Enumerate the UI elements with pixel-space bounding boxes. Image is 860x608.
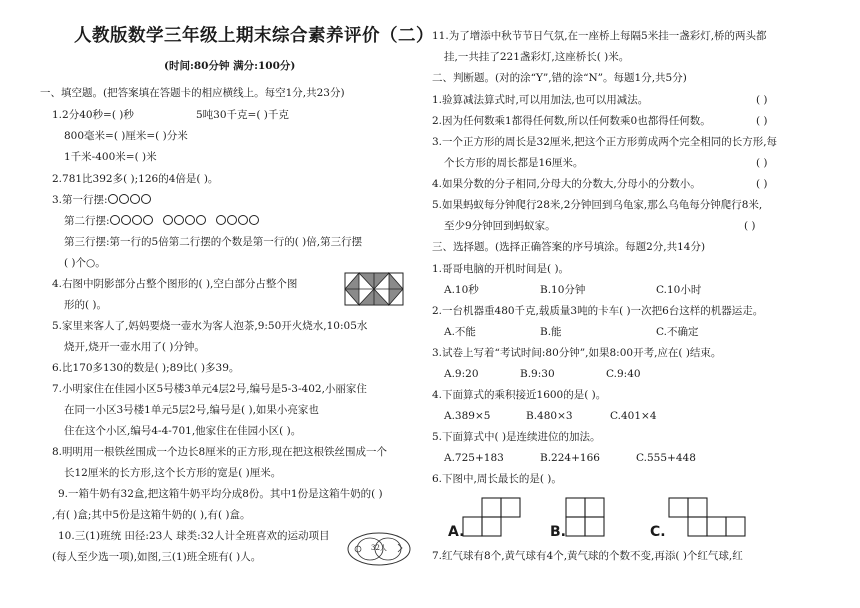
choice-1-option-a[interactable]: A.10秒: [444, 284, 479, 296]
judge-3-answer[interactable]: ( ): [756, 157, 768, 169]
question-3-row2: [64, 215, 260, 228]
circle-icon: [216, 215, 226, 225]
q1-part-d: 1千米-400米=( )米: [64, 151, 157, 163]
choice-1-option-b[interactable]: B.10分钟: [540, 284, 586, 296]
choice-2-option-b[interactable]: B.能: [540, 326, 562, 338]
choice-5-option-c[interactable]: C.555+448: [636, 452, 696, 464]
choice-3-option-a[interactable]: A.9:20: [444, 368, 479, 380]
circle-icon: [227, 215, 237, 225]
judge-2-answer[interactable]: ( ): [756, 115, 768, 127]
venn-count-badge: 32人: [371, 544, 387, 552]
judge-5-line1: 5.如果蚂蚁每分钟爬行28米,2分钟回到乌龟家,那么乌龟每分钟爬行8米,: [432, 199, 763, 211]
circle-icon: [185, 215, 195, 225]
choice-3: 3.试卷上写着“考试时间:80分钟”,如果8:00开考,应在( )结束。: [432, 347, 722, 359]
question-3-row1: [52, 194, 152, 207]
q1-part-c: 800毫米=( )厘米=( )分米: [64, 130, 188, 142]
question-2: 2.781比392多( );126的4倍是( )。: [52, 173, 219, 185]
judge-1-answer[interactable]: ( ): [756, 94, 768, 106]
choice-6: 6.下图中,周长最长的是( )。: [432, 473, 562, 485]
choice-6-option-c[interactable]: C.: [650, 524, 666, 540]
circle-icon: [108, 194, 118, 204]
circle-icon: [132, 215, 142, 225]
question-3-line1: 第三行摆:第一行的5倍第二行摆的个数是第一行的( )倍,第三行摆: [64, 236, 363, 248]
judge-3-line2: 个长方形的周长都是16厘米。: [444, 157, 584, 169]
choice-4: 4.下面算式的乘积接近1600的是( )。: [432, 389, 607, 401]
question-9-line1: 9.一箱牛奶有32盒,把这箱牛奶平均分成8份。其中1份是这箱牛奶的( ): [58, 488, 383, 500]
choice-2-option-c[interactable]: C.不确定: [656, 326, 699, 338]
question-4-line1: 4.右图中阴影部分占整个图形的( ),空白部分占整个图: [52, 278, 298, 290]
choice-4-option-b[interactable]: B.480×3: [526, 410, 573, 422]
figure-a-shape: [462, 496, 522, 540]
choice-2: 2.一台机器重480千克,载质量3吨的卡车( )一次把6台这样的机器运走。: [432, 305, 764, 317]
circle-icon: [119, 194, 129, 204]
judge-2: 2.因为任何数乘1都得任何数,所以任何数乘0也都得任何数。: [432, 115, 711, 127]
figure-b-shape: [564, 496, 608, 540]
choice-1-option-c[interactable]: C.10小时: [656, 284, 702, 296]
question-7-line2: 在同一小区3号楼1单元5层2号,编号是( ),如果小亮家也: [64, 404, 319, 416]
q3-row2-label: 第二行摆:: [64, 215, 110, 227]
choice-7: 7.红气球有8个,黄气球有4个,黄气球的个数不变,再添( )个红气球,红: [432, 550, 743, 562]
q1-part-b: 5吨30千克=( )千克: [196, 109, 289, 121]
shaded-rectangle-figure: [344, 272, 404, 306]
question-8-line1: 8.明明用一根铁丝围成一个边长8厘米的正方形,现在把这根铁丝围成一个: [52, 446, 388, 458]
choice-3-option-c[interactable]: C.9:40: [606, 368, 641, 380]
question-9-line2: ,有( )盒;其中5份是这箱牛奶的( ),有( )盒。: [52, 509, 251, 521]
question-5-line2: 烧开,烧开一壶水用了( )分钟。: [64, 341, 205, 353]
choice-4-option-a[interactable]: A.389×5: [444, 410, 491, 422]
q1-part-a: 1.2分40秒=( )秒: [52, 109, 134, 121]
q3-row1-label: 3.第一行摆:: [52, 194, 108, 206]
choice-6-option-a[interactable]: A.: [448, 524, 465, 540]
question-8-line2: 长12厘米的长方形,这个长方形的宽是( )厘米。: [64, 467, 282, 479]
page-title: 人教版数学三年级上期末综合素养评价（二）: [74, 26, 434, 46]
circle-icon: [163, 215, 173, 225]
choice-1: 1.哥哥电脑的开机时间是( )。: [432, 263, 570, 275]
circle-icon: [141, 194, 151, 204]
question-11-line1: 11.为了增添中秋节节日气氛,在一座桥上每隔5米挂一盏彩灯,桥的两头都: [432, 30, 767, 42]
circle-icon: [249, 215, 259, 225]
question-6: 6.比170多130的数是( );89比( )多39。: [52, 362, 240, 374]
exam-info: (时间:80分钟 满分:100分): [164, 60, 296, 72]
circle-icon: [143, 215, 153, 225]
choice-5-option-a[interactable]: A.725+183: [444, 452, 504, 464]
judge-3-line1: 3.一个正方形的周长是32厘米,把这个正方形剪成两个完全相同的长方形,每: [432, 136, 778, 148]
judge-4: 4.如果分数的分子相同,分母大的分数大,分母小的分数小。: [432, 178, 701, 190]
choice-4-option-c[interactable]: C.401×4: [610, 410, 657, 422]
circle-icon: [196, 215, 206, 225]
circle-icon: [130, 194, 140, 204]
judge-5-line2: 至少9分钟回到蚂蚁家。: [444, 220, 556, 232]
circle-icon: [121, 215, 131, 225]
question-7-line1: 7.小明家住在佳园小区5号楼3单元4层2号,编号是5-3-402,小丽家住: [52, 383, 367, 395]
question-5-line1: 5.家里来客人了,妈妈要烧一壶水为客人泡茶,9:50开火烧水,10:05水: [52, 320, 368, 332]
choice-6-option-b[interactable]: B.: [550, 524, 566, 540]
question-11-line2: 挂,一共挂了221盏彩灯,这座桥长( )米。: [444, 51, 630, 63]
question-10-line1: 10.三(1)班统 田径:23人 球类:32人计全班喜欢的运动项目: [58, 530, 330, 542]
judge-1: 1.验算减法算式时,可以用加法,也可以用减法。: [432, 94, 649, 106]
choice-5: 5.下面算式中( )是连续进位的加法。: [432, 431, 601, 443]
question-4-line2: 形的( )。: [64, 299, 108, 311]
section-judge-heading: 二、判断题。(对的涂“Y”,错的涂“N”。每题1分,共5分): [432, 72, 687, 84]
section-choice-heading: 三、选择题。(选择正确答案的序号填涂。每题2分,共14分): [432, 241, 706, 253]
judge-4-answer[interactable]: ( ): [756, 178, 768, 190]
circle-icon: [110, 215, 120, 225]
circle-icon: [174, 215, 184, 225]
choice-5-option-b[interactable]: B.224+166: [540, 452, 600, 464]
choice-2-option-a[interactable]: A.不能: [444, 326, 476, 338]
section-fill-in-heading: 一、填空题。(把答案填在答题卡的相应横线上。每空1分,共23分): [40, 87, 345, 99]
judge-5-answer[interactable]: ( ): [744, 220, 756, 232]
question-10-line2: (每人至少选一项),如图,三(1)班全班有( )人。: [52, 551, 262, 563]
question-7-line3: 住在这个小区,编号4-4-701,他家住在佳园小区( )。: [64, 425, 302, 437]
choice-3-option-b[interactable]: B.9:30: [520, 368, 555, 380]
question-3-line2: ( )个○。: [64, 257, 106, 269]
figure-c-shape: [668, 496, 748, 540]
circle-icon: [238, 215, 248, 225]
